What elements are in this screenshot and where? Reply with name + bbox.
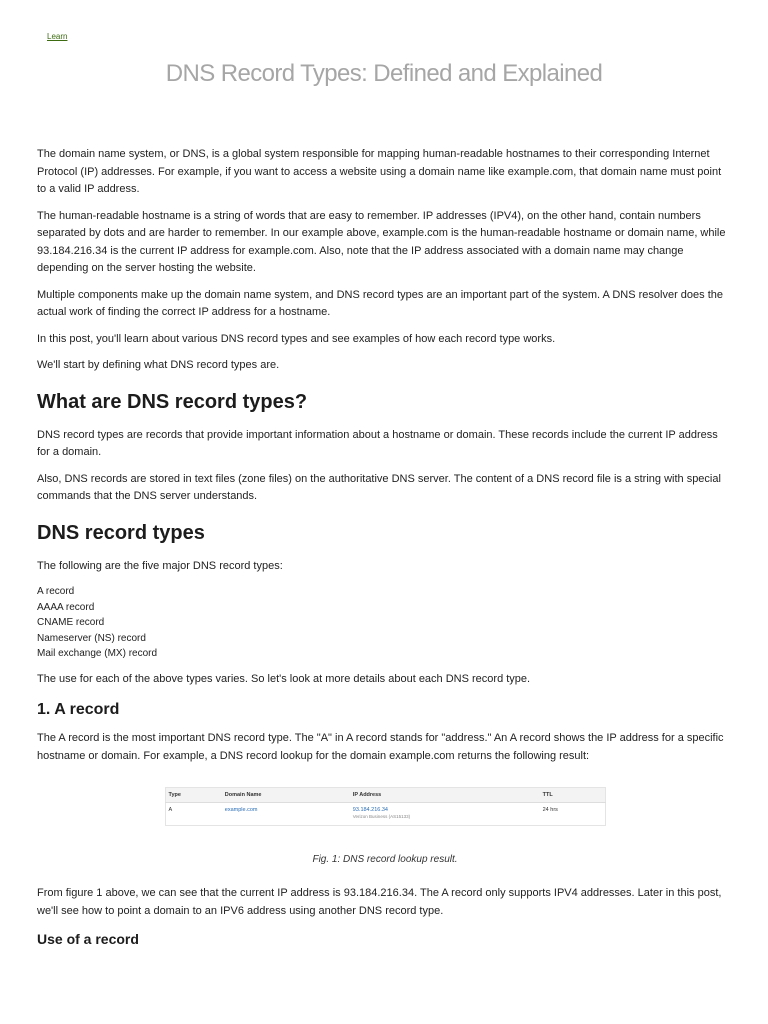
types-outro-paragraph: The use for each of the above types varies. So let's look at more details about each DNS record type. (37, 672, 531, 685)
page-title: DNS Record Types: Defined and Explained (165, 60, 603, 87)
article-body (37, 146, 733, 954)
intro-paragraph-2: The human-readable hostname is a string of words that are easy to remember. IP addresses (IPV4), on the other hand, contain numbers separated by dots and are harder to remember. In our example above, example.com is the human-readable hostname or domain name, while 93.184.216.34 is the current IP address for example.com. Also, note that the IP address associated with a domain name may change depending on the server hosting the website. (37, 209, 726, 274)
intro-paragraph-4: In this post, you'll learn about various DNS record types and see examples of how each record type works. (37, 332, 556, 345)
column-header-type: Type (165, 788, 222, 803)
intro-paragraph-5: We'll start by defining what DNS record types are. (37, 359, 280, 371)
ip-link[interactable]: 93.184.216.34 (352, 807, 388, 814)
dns-record-types-heading: DNS record types (37, 521, 205, 544)
list-item: Nameserver (NS) record (37, 632, 146, 644)
domain-link[interactable]: example.com (224, 807, 258, 814)
a-record-heading: 1. A record (37, 701, 120, 719)
what-are-dns-record-types-heading: What are DNS record types? (37, 390, 308, 413)
what-paragraph-1: DNS record types are records that provide important information about a hostname or domain. These records include the current IP address for a domain. (37, 428, 718, 458)
list-item: AAAA record (37, 601, 95, 613)
dns-lookup-figure (37, 787, 733, 865)
ip-owner: Verizon Business (AS15133) (352, 814, 411, 820)
figure-caption: Fig. 1: DNS record lookup result. (312, 854, 458, 866)
a-record-paragraph-2: From figure 1 above, we can see that the current IP address is 93.184.216.34. The A record only supports IPV4 addresses. Later in this post, we'll see how to point a domain to an IPV6 address using another DNS record type. (37, 887, 722, 917)
a-record-paragraph-1: The A record is the most important DNS record type. The "A" in A record stands for "address." An A record shows the IP address for a specific hostname or domain. For example, a DNS record lookup for the domain example.com returns the following result: (37, 732, 724, 762)
intro-paragraph-1: The domain name system, or DNS, is a global system responsible for mapping human-readable hostnames to their corresponding Internet Protocol (IP) addresses. For example, if you want to access a website using a domain name like example.com, that domain name must point to a valid IP address. (37, 148, 722, 195)
column-header-ttl: TTL (540, 788, 605, 803)
table-header-row (165, 788, 605, 803)
types-intro-paragraph: The following are the five major DNS record types: (37, 559, 283, 572)
column-header-ip: IP Address (350, 788, 540, 803)
what-paragraph-2: Also, DNS records are stored in text files (zone files) on the authoritative DNS server. The content of a DNS record file is a string with special commands that the DNS server understands. (37, 472, 721, 502)
cell-ttl: 24 hrs (542, 807, 558, 814)
cell-domain (222, 803, 350, 826)
dns-lookup-table (165, 787, 606, 826)
list-item: A record (37, 586, 75, 597)
table-row (165, 803, 605, 826)
intro-paragraph-3: Multiple components make up the domain name system, and DNS record types are an important part of the system. A DNS resolver does the actual work of finding the correct IP address for a hostname. (37, 288, 723, 318)
record-type-list (37, 584, 733, 662)
list-item: CNAME record (37, 617, 105, 629)
breadcrumb-learn-link[interactable]: Learn (47, 32, 68, 41)
column-header-domain: Domain Name (222, 788, 350, 803)
cell-type: A (168, 807, 173, 814)
list-item: Mail exchange (MX) record (37, 648, 158, 660)
use-of-a-record-heading: Use of a record (37, 931, 139, 948)
cell-ip (350, 803, 540, 826)
